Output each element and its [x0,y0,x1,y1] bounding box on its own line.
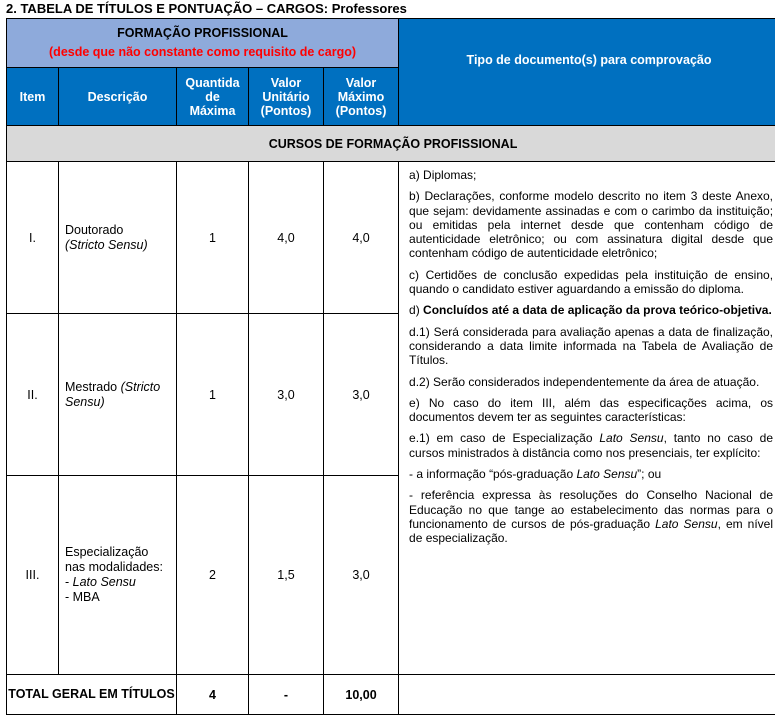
doc-item-e1a [409,467,773,481]
documents-cell [399,162,775,675]
doc-item-e1b-text: - referência expressa às resoluções do Conselho Nacional de Educação no que tange ao estabelecimento das normas para o funcionamento de cursos de pós-graduação [409,488,774,531]
row-descricao-text: Mestrado [65,379,118,394]
doc-item-e1-suffix: , tanto no caso de cursos ministrados à distância como nos presenciais, ter explícito: [409,431,774,460]
group-title: FORMAÇÃO PROFISSIONAL [117,26,288,40]
row-valor-maximo: 3,0 [324,314,399,476]
col-header-valor-unitario-line3: (Pontos) [260,103,312,118]
doc-item-d-prefix: d) [409,303,424,318]
col-header-valor-maximo-line1: Valor [345,75,377,90]
row-item: II. [7,314,59,476]
col-header-valor-unitario-line2: Unitário [262,89,310,104]
doc-item-e1a-italic: Lato Sensu [576,467,638,482]
doc-item-d1: d.1) Será considerada para avaliação apenas a data de finalização, considerando a data limite informada na Tabela de Avaliação de Títulos. [409,324,774,368]
doc-item-e1b [409,488,773,545]
col-header-item: Item [7,68,59,126]
col-header-quantidade-line2: de [205,89,220,104]
row-valor-unitario: 3,0 [249,314,324,476]
doc-item-d2: d.2) Serão considerados independentemente da área de atuação. [409,374,760,389]
col-header-tipo-documento: Tipo de documento(s) para comprovação [399,19,775,126]
band-title: CURSOS DE FORMAÇÃO PROFISSIONAL [7,126,775,162]
col-header-valor-unitario [249,68,324,126]
doc-item-e1a-prefix: - a informação “pós-graduação [409,467,577,482]
group-note: (desde que não constante como requisito de cargo) [49,45,357,59]
row-descricao-italic-text: (Stricto Sensu) [65,379,161,409]
row-quantidade: 1 [177,162,249,314]
titles-score-table [6,18,775,715]
row-descricao-line1: Especialização [65,545,149,559]
col-header-quantidade-line1: Quantida [185,75,240,90]
row-descricao [59,476,177,675]
row-descricao-line3-italic: Lato Sensu [72,575,136,589]
row-descricao-line4: - MBA [65,590,100,604]
section-title: 2. TABELA DE TÍTULOS E PONTUAÇÃO – CARGOS: Professores [6,1,407,16]
doc-item-e1-italic: Lato Sensu [599,431,664,446]
group-header [7,19,399,68]
row-item: III. [7,476,59,675]
doc-item-e: e) No caso do item III, além das especificações acima, os documentos devem ter as seguintes características: [409,395,774,425]
col-header-descricao: Descrição [59,68,177,126]
row-descricao-text: Doutorado [65,222,124,237]
doc-item-e1b-suffix: , em nível de especialização. [409,516,774,546]
doc-item-e1b-italic: Lato Sensu [655,516,718,531]
doc-item-e1-prefix: e.1) em caso de Especialização [409,431,600,446]
doc-item-d [409,303,773,317]
col-header-valor-maximo-line3: (Pontos) [335,103,387,118]
row-quantidade: 1 [177,314,249,476]
row-descricao-line3-prefix: - [65,575,73,589]
row-valor-maximo: 3,0 [324,476,399,675]
total-documents-empty [399,675,775,715]
row-quantidade: 2 [177,476,249,675]
total-quantidade: 4 [177,675,249,715]
row-descricao-line3 [65,575,176,590]
doc-item-c: c) Certidões de conclusão expedidas pela instituição de ensino, quando o candidato estiver aguardando a emissão do diploma. [409,267,774,297]
band-row [7,126,775,162]
col-header-valor-maximo [324,68,399,126]
total-label: TOTAL GERAL EM TÍTULOS [7,675,177,715]
doc-item-d-bold: Concluídos até a data de aplicação da prova teórico-objetiva. [423,303,772,318]
row-descricao-italic [65,238,176,253]
doc-item-e1 [409,431,773,460]
col-header-valor-maximo-line2: Máximo [337,89,385,104]
col-header-quantidade-line3: Máxima [189,103,236,118]
doc-item-a: a) Diplomas; [409,168,477,182]
col-header-valor-unitario-line1: Valor [270,75,302,90]
header-row-top [7,19,775,68]
row-descricao [59,314,177,476]
total-valor-maximo: 10,00 [324,675,399,715]
total-row [7,675,775,715]
total-valor-unitario: - [249,675,324,715]
doc-item-b: b) Declarações, conforme modelo descrito no item 3 deste Anexo, que sejam: devidamente assinadas e com o carimbo da instituição; ou emitidas pela internet desde que contenham código de autenticidade eletrônico; ou com assinatura digital desde que contenham código de autenticidade eletrônico; [409,189,774,261]
doc-item-e1a-suffix: ”; ou [637,467,662,482]
row-descricao [59,162,177,314]
row-descricao-line2: nas modalidades: [65,560,163,574]
row-item: I. [7,162,59,314]
row-valor-unitario: 4,0 [249,162,324,314]
table-row [7,162,775,314]
row-valor-maximo: 4,0 [324,162,399,314]
row-descricao-italic-text: (Stricto Sensu) [65,237,148,252]
col-header-quantidade [177,68,249,126]
row-valor-unitario: 1,5 [249,476,324,675]
